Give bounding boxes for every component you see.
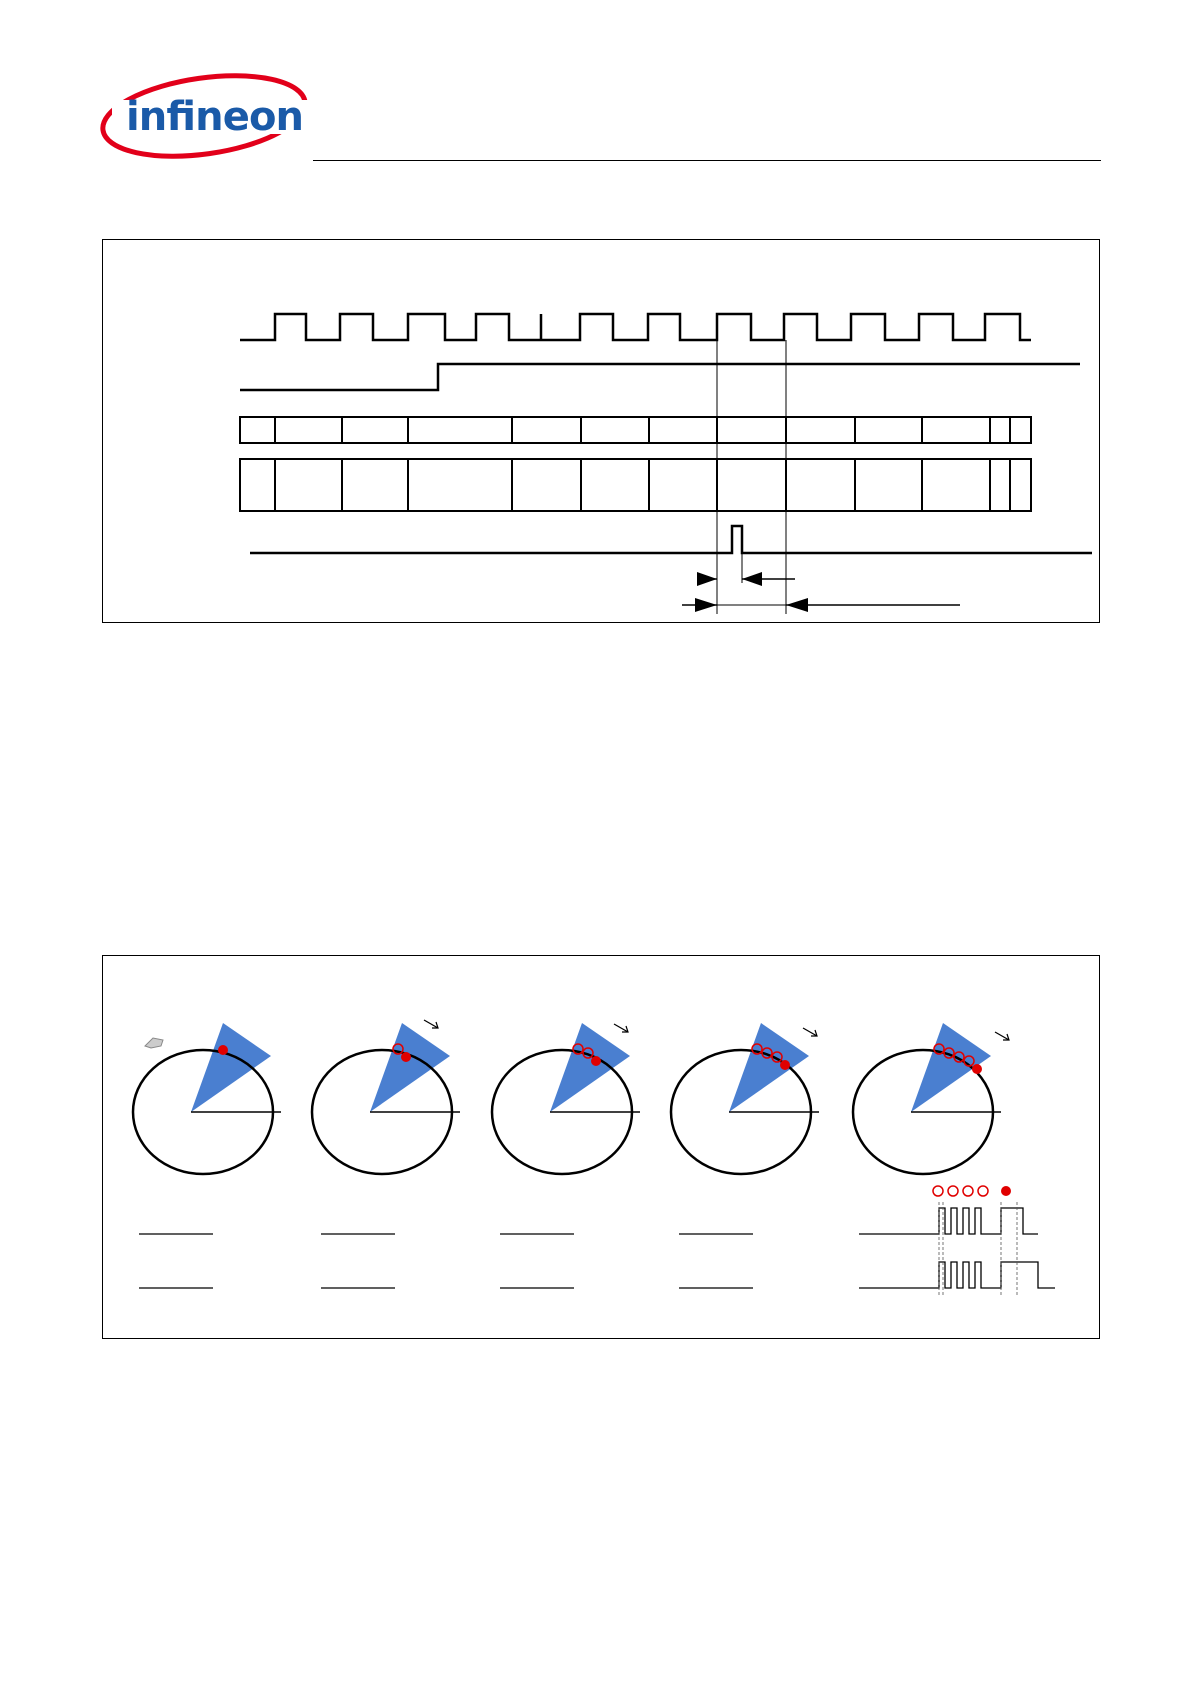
rotation-arrow-icon: [424, 1020, 438, 1028]
bus-segment: [649, 417, 717, 443]
bus-segment: [342, 459, 408, 511]
final-waveform-bottom: [859, 1262, 1055, 1288]
sector-panel-1: [133, 1023, 281, 1174]
filled-sample-marker: [218, 1045, 228, 1055]
sector-panel-2: [312, 1020, 460, 1174]
clock-signal: [240, 314, 1031, 340]
bus-segment: [240, 459, 275, 511]
rotating-sector: [729, 1023, 809, 1112]
infineon-logo: [98, 68, 318, 164]
filled-sample-marker: [972, 1064, 982, 1074]
hand-pointer-icon: [145, 1038, 163, 1048]
timing-diagram: [103, 240, 1101, 624]
logo-wordmark: infineon: [126, 94, 304, 140]
bus-segment: [855, 459, 922, 511]
bus-row-2: [240, 459, 1031, 511]
pulse-signal: [250, 526, 1092, 553]
bus-segment: [990, 459, 1010, 511]
sector-sampling-figure: [102, 955, 1100, 1339]
bus-segment: [922, 459, 990, 511]
bus-row-1: [240, 417, 1031, 443]
rotating-sector: [191, 1023, 271, 1112]
bus-segment: [855, 417, 922, 443]
rotating-sector: [550, 1023, 630, 1112]
dim-arrowhead-b: [742, 572, 762, 586]
bus-segment: [408, 417, 512, 443]
bus-segment: [581, 459, 649, 511]
bus-segment: [275, 459, 342, 511]
bus-segment: [1010, 459, 1031, 511]
sector-panel-4: [671, 1023, 819, 1174]
bus-segment: [922, 417, 990, 443]
bus-segment: [786, 417, 855, 443]
sector-sampling-diagram: [103, 956, 1101, 1340]
bus-segment: [512, 459, 581, 511]
rotation-arrow-icon: [803, 1028, 817, 1036]
bus-segment: [342, 417, 408, 443]
bus-segment: [717, 459, 786, 511]
bus-segment: [649, 459, 717, 511]
legend-open-marker: [933, 1186, 943, 1196]
bus-segment: [581, 417, 649, 443]
legend-filled-marker: [1001, 1186, 1011, 1196]
filled-sample-marker: [780, 1060, 790, 1070]
sector-panel-5: [853, 1023, 1009, 1174]
rotation-arrow-icon: [995, 1032, 1009, 1040]
bus-segment: [717, 417, 786, 443]
legend-open-marker: [978, 1186, 988, 1196]
sector-panel-3: [492, 1023, 640, 1174]
dim-arrowhead-c: [695, 598, 717, 612]
header-rule: [313, 160, 1101, 161]
dim-arrowhead-a: [697, 572, 717, 586]
bus-segment: [512, 417, 581, 443]
timing-diagram-figure: [102, 239, 1100, 623]
enable-signal: [240, 364, 1080, 390]
filled-sample-marker: [401, 1052, 411, 1062]
final-waveform-top: [859, 1208, 1038, 1234]
dim-arrowhead-e: [786, 598, 808, 612]
legend-open-marker: [963, 1186, 973, 1196]
filled-sample-marker: [591, 1056, 601, 1066]
rotation-arrow-icon: [614, 1024, 628, 1032]
bus-segment: [408, 459, 512, 511]
marker-legend: [933, 1186, 1011, 1196]
bus-segment: [786, 459, 855, 511]
bus-segment: [275, 417, 342, 443]
hand-shape: [145, 1038, 163, 1048]
legend-open-marker: [948, 1186, 958, 1196]
rotating-sector: [370, 1023, 450, 1112]
bus-segment: [990, 417, 1010, 443]
bus-segment: [1010, 417, 1031, 443]
bus-segment: [240, 417, 275, 443]
